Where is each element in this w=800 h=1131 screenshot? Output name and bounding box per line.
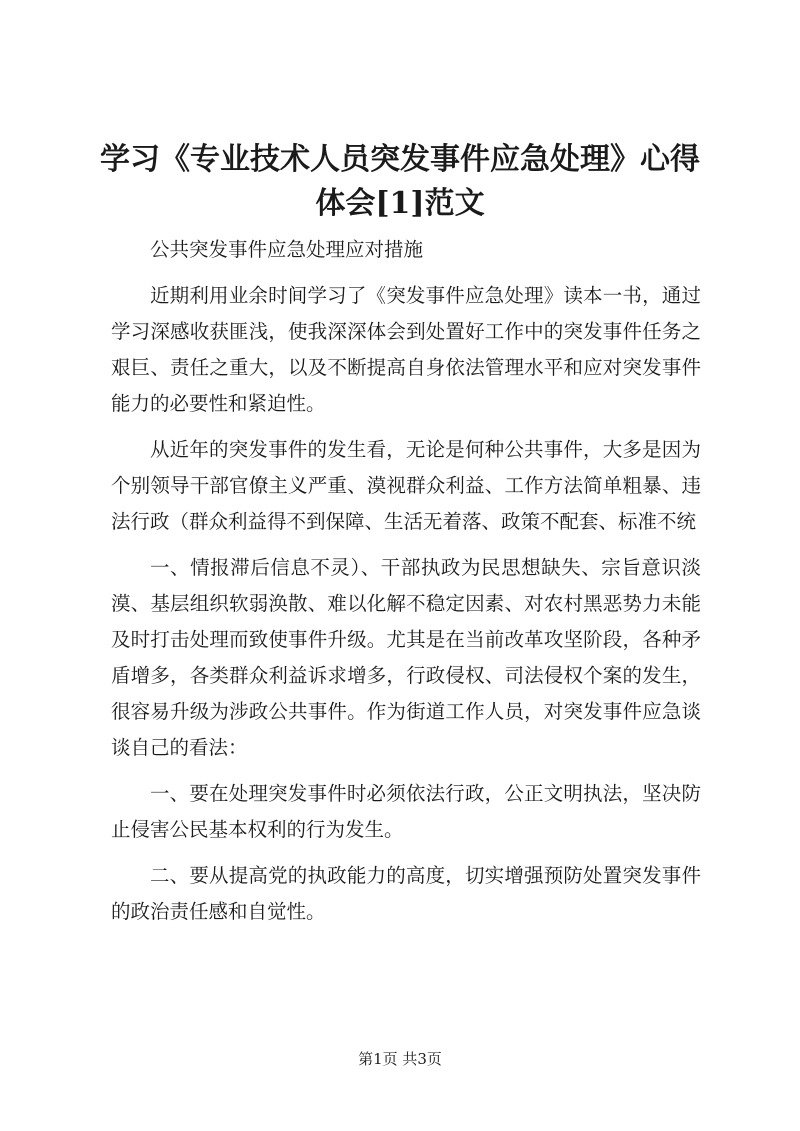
paragraph-subheading: 公共突发事件应急处理应对措施 [150,238,424,261]
document-body [111,232,701,940]
paragraph: 从近年的突发事件的发生看，无论是何种公共事件，大多是因为个别领导干部官僚主义严重、漠视群众利益、工作方法简单粗暴、违法行政（群众利益得不到保障、生活无着落、政策不配套、标准不统 [111,438,701,533]
page-number-footer: 第1页 共3页 [358,1050,442,1068]
paragraph: 一、情报滞后信息不灵）、干部执政为民思想缺失、宗旨意识淡漠、基层组织软弱涣散、难以化解不稳定因素、对农村黑恶势力未能及时打击处理而致使事件升级。尤其是在当前改革攻坚阶段，各种矛盾增多，各类群众利益诉求增多，行政侵权、司法侵权个案的发生，很容易升级为涉政公共事件。作为街道工作人员，对突发事件应急谈谈自己的看法： [111,556,701,759]
paragraph: 一、要在处理突发事件时必须依法行政，公正文明执法，坚决防止侵害公民基本权利的行为发生。 [111,782,701,841]
paragraph: 二、要从提高党的执政能力的高度，切实增强预防处置突发事件的政治责任感和自觉性。 [111,864,701,923]
paragraph: 近期利用业余时间学习了《突发事件应急处理》读本一书，通过学习深感收获匪浅，使我深深体会到处置好工作中的突发事件任务之艰巨、责任之重大，以及不断提高自身依法管理水平和应对突发事件能力的必要性和紧迫性。 [111,284,701,415]
document-title [100,138,700,226]
title-line-2: 体会[1]范文 [315,186,485,221]
title-line-1: 学习《专业技术人员突发事件应急处理》心得 [100,142,700,177]
